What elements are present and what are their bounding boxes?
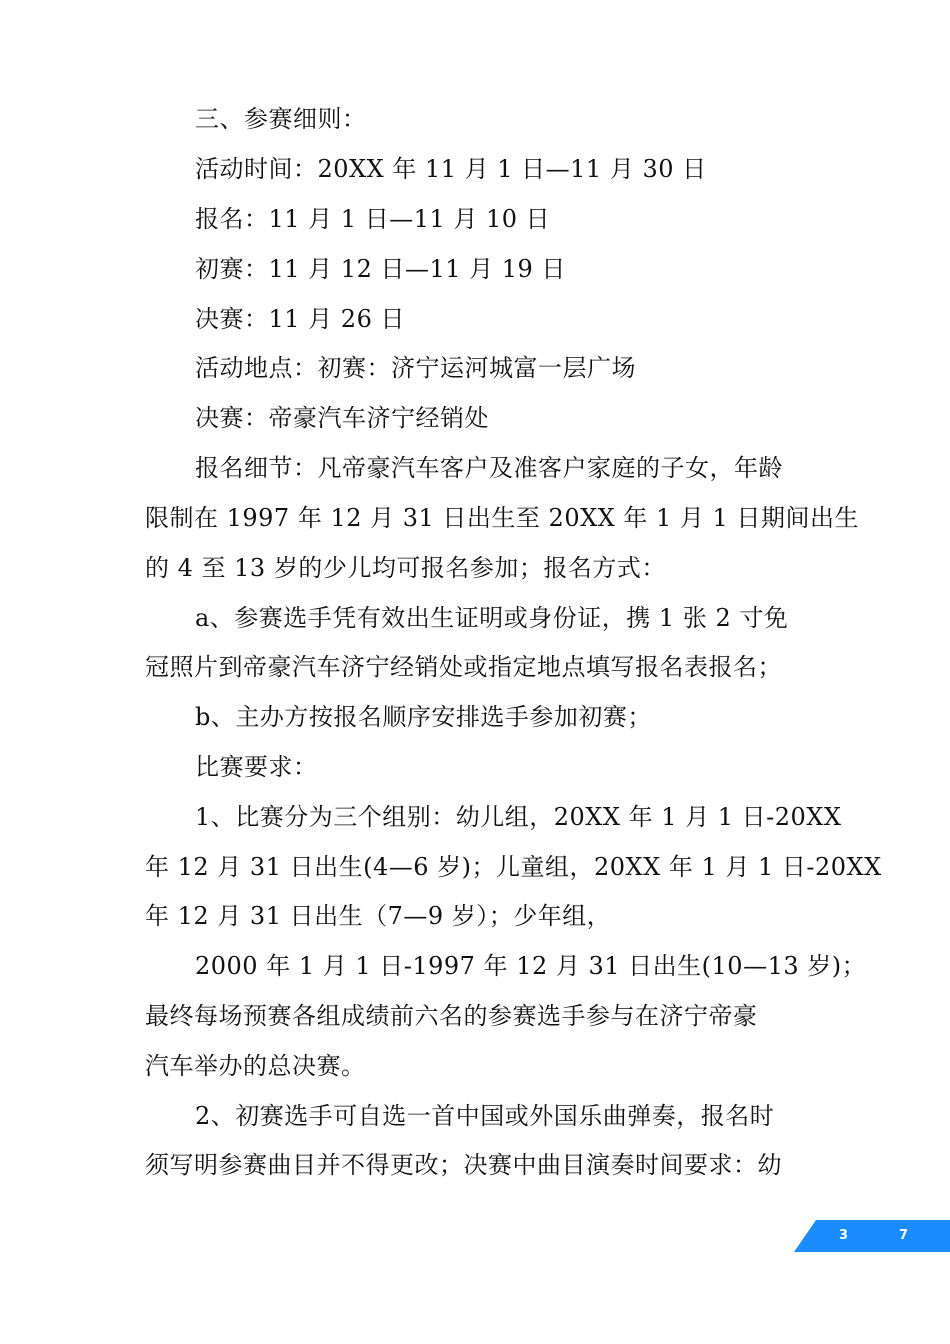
page-number-badge: [794, 1220, 950, 1252]
text-line: 年 12 月 31 日出生（7—9 岁）；少年组，: [145, 902, 612, 930]
text-line: 年 12 月 31 日出生(4—6 岁)；儿童组，20XX 年 1 月 1 日-20XX: [145, 853, 882, 881]
text-line: 报名细节：凡帝豪汽车客户及准客户家庭的子女，年龄: [195, 454, 783, 482]
text-line: 决赛：帝豪汽车济宁经销处: [195, 404, 489, 432]
text-line: 活动地点：初赛：济宁运河城富一层广场: [195, 354, 636, 382]
page-badge-shape: [794, 1220, 950, 1252]
text-line: 的 4 至 13 岁的少儿均可报名参加；报名方式：: [145, 554, 666, 582]
text-line: 初赛：11 月 12 日—11 月 19 日: [195, 255, 566, 283]
text-line: 2000 年 1 月 1 日-1997 年 12 月 31 日出生(10—13 岁)；: [195, 952, 867, 980]
text-line: 冠照片到帝豪汽车济宁经销处或指定地点填写报名表报名；: [145, 653, 782, 681]
text-line: a、参赛选手凭有效出生证明或身份证，携 1 张 2 寸免: [195, 604, 789, 632]
text-line: 须写明参赛曲目并不得更改；决赛中曲目演奏时间要求：幼: [145, 1151, 782, 1179]
section-heading: 三、参赛细则：: [195, 105, 367, 133]
text-line: 1、比赛分为三个组别：幼儿组，20XX 年 1 月 1 日-20XX: [195, 803, 842, 831]
text-line: 最终每场预赛各组成绩前六名的参赛选手参与在济宁帝豪: [145, 1002, 758, 1030]
text-line: 活动时间：20XX 年 11 月 1 日—11 月 30 日: [195, 155, 707, 183]
text-line: 2、初赛选手可自选一首中国或外国乐曲弹奏，报名时: [195, 1102, 775, 1130]
current-page-number: 3: [839, 1228, 849, 1243]
text-line: 决赛：11 月 26 日: [195, 305, 405, 333]
total-pages-number: 7: [899, 1228, 909, 1243]
text-line: 限制在 1997 年 12 月 31 日出生至 20XX 年 1 月 1 日期间出生: [145, 504, 859, 532]
text-line: 汽车举办的总决赛。: [145, 1052, 366, 1080]
text-line: 比赛要求：: [195, 753, 318, 781]
text-line: b、主办方按报名顺序安排选手参加初赛；: [195, 703, 652, 731]
text-line: 报名：11 月 1 日—11 月 10 日: [195, 205, 551, 233]
